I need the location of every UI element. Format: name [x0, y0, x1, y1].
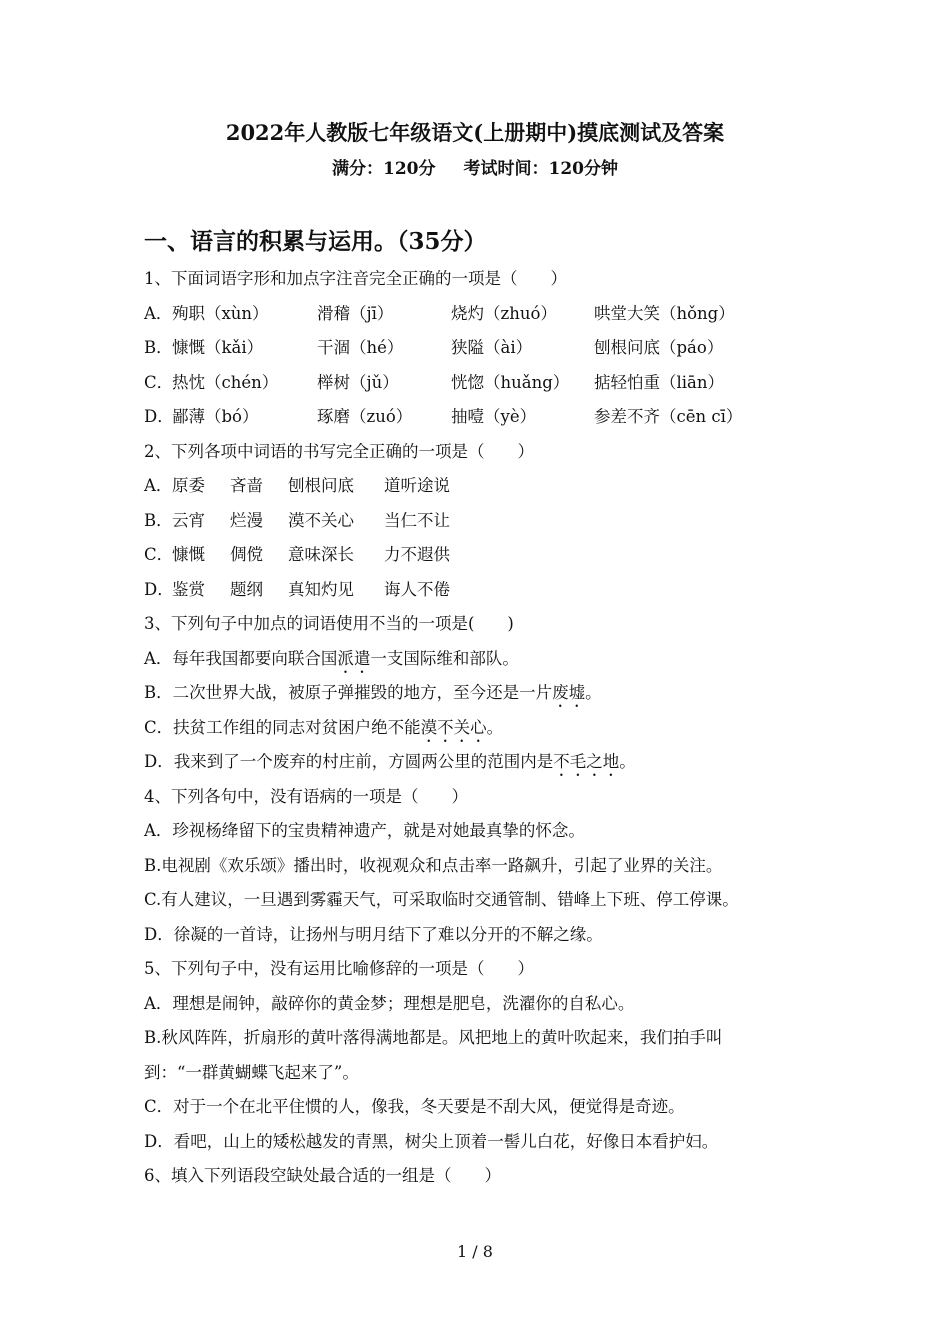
question-3-option-b: B．二次世界大战，被原子弹摧毁的地方，至今还是一片废墟。 [144, 683, 602, 702]
question-1-option-a: A． 殉职（xùn） 滑稽（jī） 烧灼（zhuó） 哄堂大笑（hǒng） [144, 303, 735, 323]
question-2-option-a: A． 原委 吝啬 刨根问底 道听途说 [144, 476, 450, 495]
question-3-option-a: A．每年我国都要向联合国派遣一支国际维和部队。 [144, 648, 519, 668]
question-1-option-c: C． 热忱（chén） 榉树（jǔ） 恍惚（huǎng） 掂轻怕重（liān） [144, 372, 725, 392]
exam-info [0, 156, 950, 182]
question-1-stem: 1、下面词语字形和加点字注音完全正确的一项是（ ） [144, 269, 567, 288]
question-2-option-b: B． 云宵 烂漫 漠不关心 当仁不让 [144, 510, 450, 530]
dotted-word: 不毛之地 [553, 752, 620, 771]
question-4-option-d: D．徐凝的一首诗，让扬州与明月结下了难以分开的不解之缘。 [144, 924, 603, 944]
question-3-option-c: C．扶贫工作组的同志对贫困户绝不能漠不关心。 [144, 717, 504, 737]
question-4-stem: 4、下列各句中，没有语病的一项是（ ） [144, 786, 468, 806]
question-5-option-b: B.秋风阵阵，折扇形的黄叶落得满地都是。风把地上的黄叶吹起来，我们拍手叫 [144, 1028, 723, 1047]
page-title: 2022年人教版七年级语文(上册期中)摸底测试及答案 [225, 120, 725, 145]
page-number: 1 / 8 [457, 1242, 493, 1261]
question-3-option-d: D．我来到了一个废弃的村庄前，方圆两公里的范围内是不毛之地。 [144, 752, 636, 771]
question-6-stem: 6、填入下列语段空缺处最合适的一组是（ ） [144, 1166, 501, 1185]
dotted-word: 废墟 [552, 683, 586, 702]
question-1-option-b: B． 慷慨（kǎi） 干涸（hé） 狭隘（ài） 刨根问底（páo） [144, 338, 724, 357]
exam-time: 考试时间：120分钟 [463, 159, 618, 179]
dotted-word: 派遣 [337, 648, 371, 668]
question-5-option-a: A．理想是闹钟，敲碎你的黄金梦；理想是肥皂，洗濯你的自私心。 [144, 993, 635, 1013]
dotted-word: 漠不关心 [420, 717, 487, 737]
question-5-option-d: D．看吧，山上的矮松越发的青黑，树尖上顶着一髻儿白花，好像日本看护妇。 [144, 1131, 719, 1151]
question-2-option-c: C． 慷慨 倜傥 意味深长 力不遐供 [144, 545, 450, 564]
question-5-option-b-cont: 到：“一群黄蝴蝶飞起来了”。 [144, 1062, 359, 1082]
question-5-stem: 5、下列句子中，没有运用比喻修辞的一项是（ ） [144, 959, 534, 978]
question-4-option-a: A．珍视杨绛留下的宝贵精神遗产，就是对她最真挚的怀念。 [144, 821, 585, 840]
question-4-option-c: C.有人建议，一旦遇到雾霾天气，可采取临时交通管制、错峰上下班、停工停课。 [144, 890, 739, 909]
question-5-option-c: C．对于一个在北平住惯的人，像我，冬天要是不刮大风，便觉得是奇迹。 [144, 1097, 685, 1116]
question-list [144, 262, 824, 1194]
question-2-stem: 2、下列各项中词语的书写完全正确的一项是（ ） [144, 441, 534, 461]
full-score: 满分：120分 [332, 159, 436, 179]
section-heading: 一、语言的积累与运用。（35分） [144, 228, 487, 255]
question-2-option-d: D． 鉴赏 题纲 真知灼见 诲人不倦 [144, 579, 450, 599]
question-4-option-b: B.电视剧《欢乐颂》播出时，收视观众和点击率一路飙升，引起了业界的关注。 [144, 855, 723, 875]
question-1-option-d: D． 鄙薄（bó） 琢磨（zuó） 抽噎（yè） 参差不齐（cēn cī） [144, 407, 743, 426]
question-3-stem: 3、下列句子中加点的词语使用不当的一项是( ) [144, 614, 514, 633]
